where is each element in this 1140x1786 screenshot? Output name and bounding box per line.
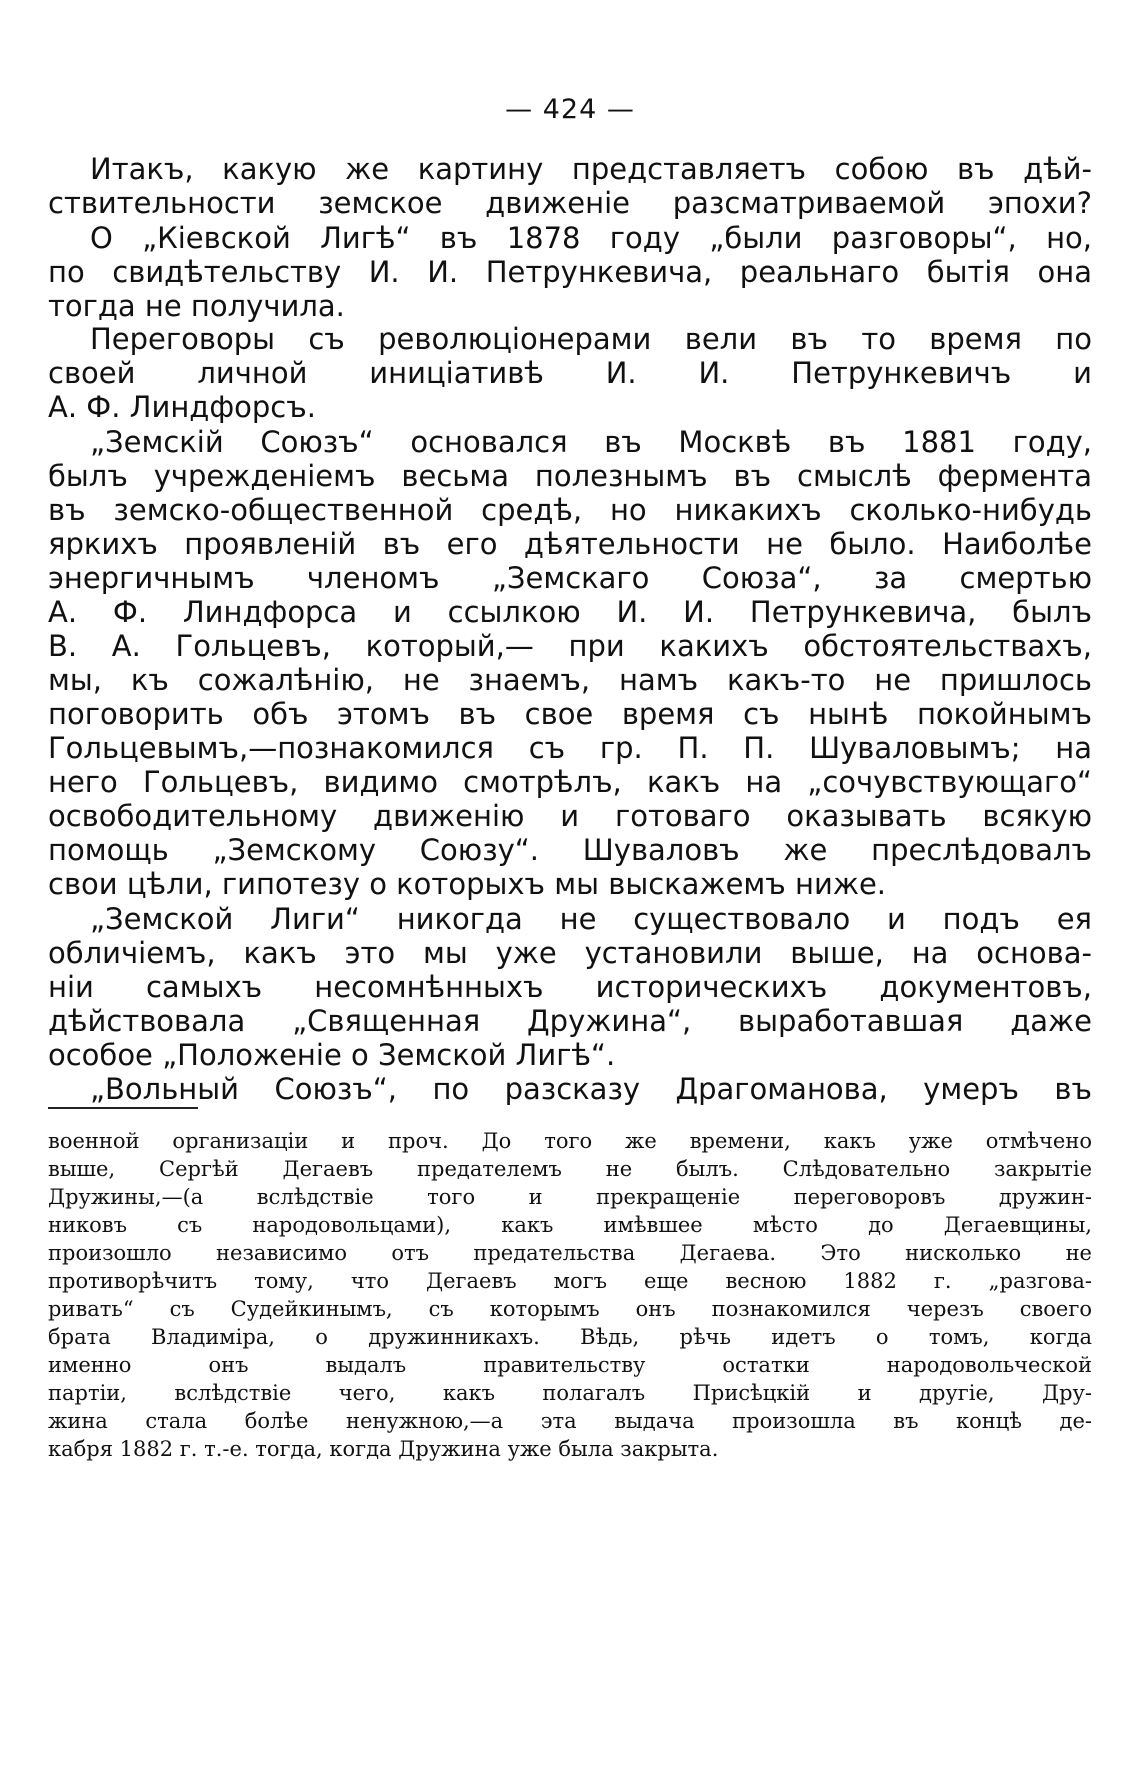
body-text-line: по свидѣтельству И. И. Петрункевича, реальнаго бытія она	[48, 255, 1092, 289]
body-text-line: О „Кіевской Лигѣ“ въ 1878 году „были разговоры“, но,	[90, 221, 1092, 255]
body-text-line: него Гольцевъ, видимо смотрѣлъ, какъ на „сочувствующаго“	[48, 765, 1092, 799]
body-text-line: энергичнымъ членомъ „Земскаго Союза“, за смертью	[48, 561, 1092, 595]
footnote-rule	[48, 1107, 198, 1109]
body-text-line: яркихъ проявленій въ его дѣятельности не было. Наиболѣе	[48, 527, 1092, 561]
footnote-line: брата Владиміра, о дружинникахъ. Вѣдь, рѣчь идетъ о томъ, когда	[48, 1325, 1092, 1349]
page-number: — 424 —	[505, 94, 635, 125]
body-text-line: Переговоры съ революціонерами вели въ то время по	[90, 322, 1092, 356]
body-text-line: освободительному движенію и готоваго оказывать всякую	[48, 799, 1092, 833]
body-text-line: обличіемъ, какъ это мы уже установили выше, на основа-	[48, 936, 1092, 970]
footnote-line: выше, Сергѣй Дегаевъ предателемъ не былъ. Слѣдовательно закрытіе	[48, 1157, 1092, 1181]
footnote-line: кабря 1882 г. т.-е. тогда, когда Дружина уже была закрыта.	[48, 1437, 719, 1461]
body-text-line: мы, къ сожалѣнію, не знаемъ, намъ какъ-то не пришлось	[48, 663, 1092, 697]
footnote-line: именно онъ выдалъ правительству остатки народовольческой	[48, 1353, 1092, 1377]
footnote-line: военной организаціи и проч. До того же времени, какъ уже отмѣчено	[48, 1129, 1092, 1153]
body-text-line: ніи самыхъ несомнѣнныхъ историческихъ документовъ,	[48, 970, 1092, 1004]
body-text-line: А. Ф. Линдфорса и ссылкою И. И. Петрункевича, былъ	[48, 595, 1092, 629]
body-text-line: Гольцевымъ,—познакомился съ гр. П. П. Шуваловымъ; на	[48, 731, 1092, 765]
body-text-line: „Вольный Союзъ“, по разсказу Драгоманова, умеръ въ	[90, 1072, 1092, 1106]
body-text-line: поговорить объ этомъ въ свое время съ нынѣ покойнымъ	[48, 697, 1092, 731]
body-text-line: В. А. Гольцевъ, который,— при какихъ обстоятельствахъ,	[48, 629, 1092, 663]
footnote-line: никовъ съ народовольцами), какъ имѣвшее мѣсто до Дегаевщины,	[48, 1213, 1092, 1237]
footnote-line: партіи, вслѣдствіе чего, какъ полагалъ Присѣцкій и другіе, Дру-	[48, 1381, 1092, 1405]
body-text-line: А. Ф. Линдфорсъ.	[48, 390, 316, 424]
body-text-line: свои цѣли, гипотезу о которыхъ мы выскажемъ ниже.	[48, 867, 886, 901]
footnote-line: жина стала болѣе ненужною,—а эта выдача произошла въ концѣ де-	[48, 1409, 1092, 1433]
footnote-line: Дружины,—(а вслѣдствіе того и прекращеніе переговоровъ дружин-	[48, 1185, 1092, 1209]
body-text-line: помощь „Земскому Союзу“. Шуваловъ же преслѣдовалъ	[48, 833, 1092, 867]
footnote-line: ривать“ съ Судейкинымъ, съ которымъ онъ познакомился черезъ своего	[48, 1297, 1092, 1321]
body-text-line: своей личной иниціативѣ И. И. Петрункевичъ и	[48, 356, 1092, 390]
body-text-line: Итакъ, какую же картину представляетъ собою въ дѣй-	[90, 152, 1092, 186]
body-text-line: тогда не получила.	[48, 289, 345, 323]
body-text-line: дѣйствовала „Священная Дружина“, выработавшая даже	[48, 1004, 1092, 1038]
body-text-line: въ земско-общественной средѣ, но никакихъ сколько-нибудь	[48, 493, 1092, 527]
body-text-line: „Земской Лиги“ никогда не существовало и подъ ея	[90, 902, 1092, 936]
footnote-line: противорѣчитъ тому, что Дегаевъ могъ еще весною 1882 г. „разгова-	[48, 1269, 1092, 1293]
body-text-line: особое „Положеніе о Земской Лигѣ“.	[48, 1038, 616, 1072]
body-text-line: „Земскій Союзъ“ основался въ Москвѣ въ 1881 году,	[90, 425, 1092, 459]
footnote-line: произошло независимо отъ предательства Дегаева. Это нисколько не	[48, 1241, 1092, 1265]
body-text-line: ствительности земское движеніе разсматриваемой эпохи?	[48, 186, 1092, 220]
body-text-line: былъ учрежденіемъ весьма полезнымъ въ смыслѣ фермента	[48, 459, 1092, 493]
